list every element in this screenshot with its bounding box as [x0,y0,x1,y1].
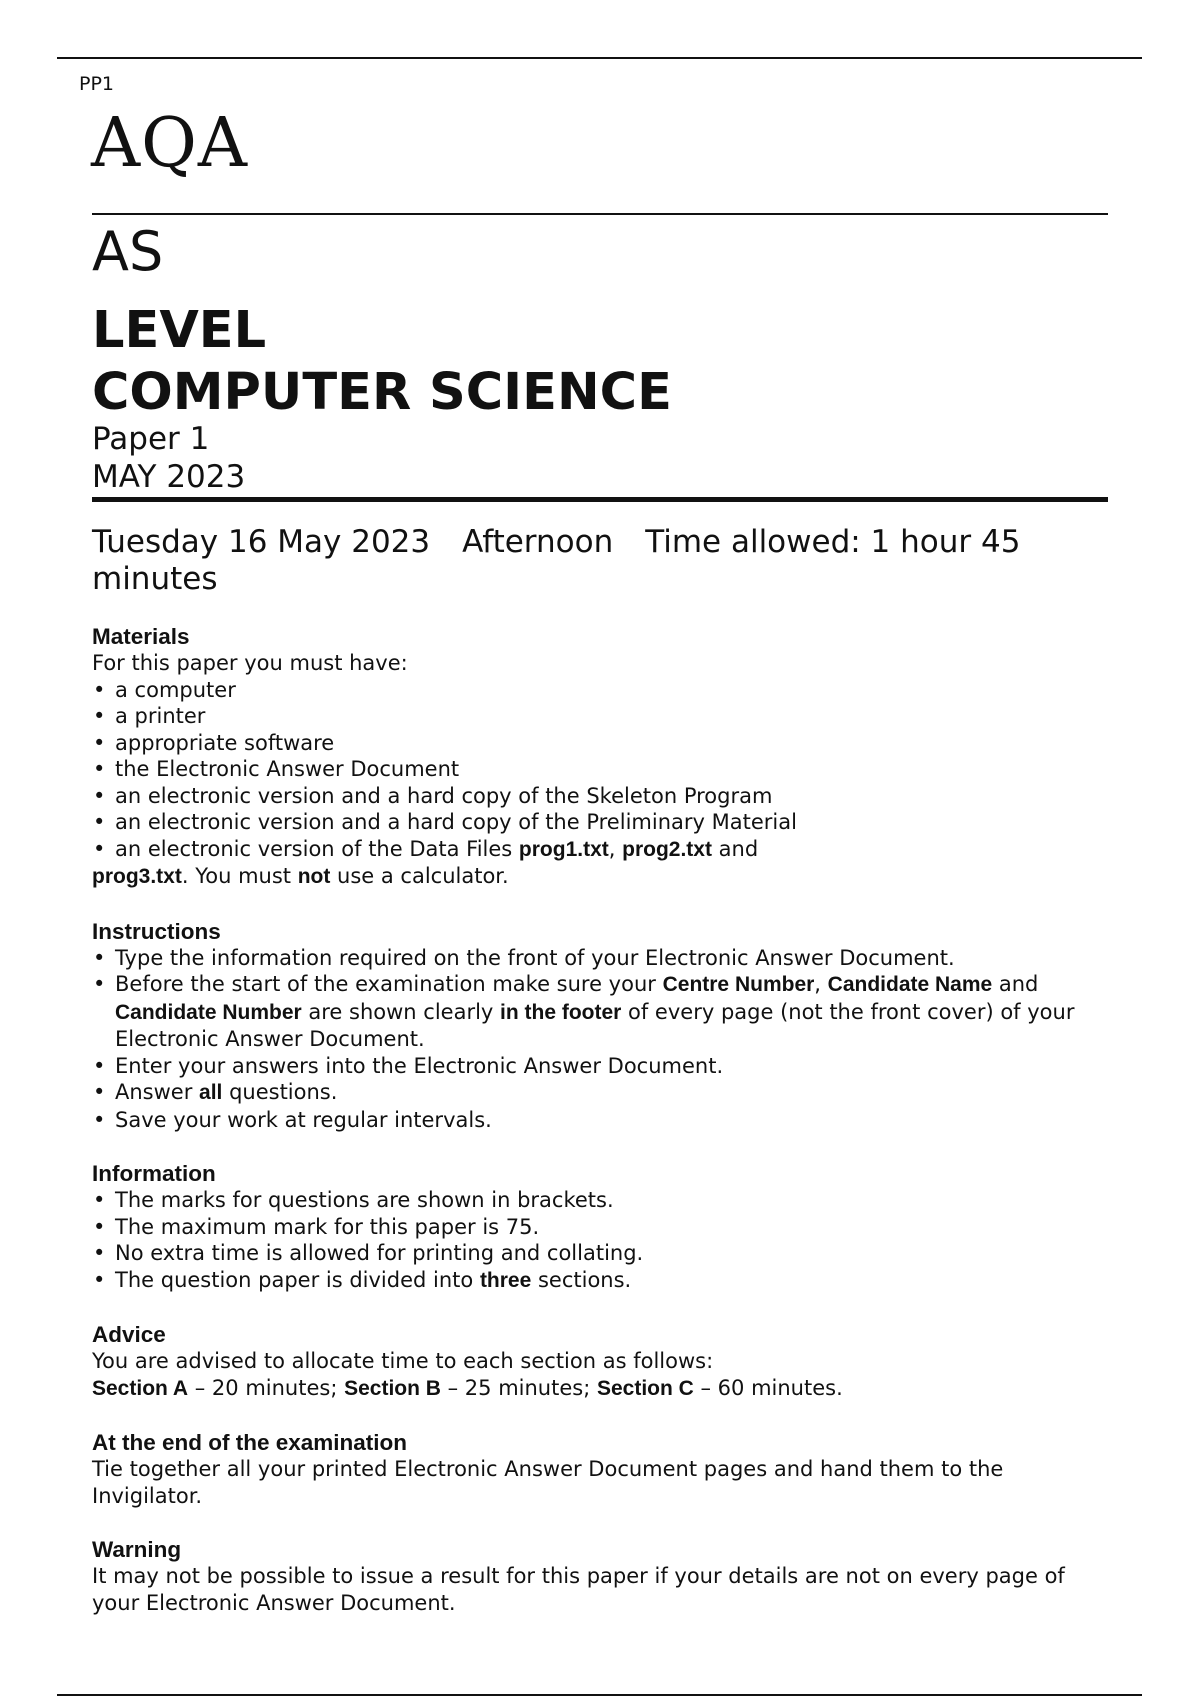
warning-heading: Warning [92,1537,182,1562]
materials-item: • an electronic version and a hard copy of the Skeleton Program [92,783,1102,810]
instructions-item: • Before the start of the examination make sure your Centre Number, Candidate Name and Candidate Number are shown clearly in the footer of every page (not the front cover) of your Electronic Answer Document. [92,971,1102,1053]
advice-timings: Section A – 20 minutes; Section B – 25 minutes; Section C – 60 minutes. [92,1375,843,1400]
paper-code: PP1 [79,73,115,95]
instructions-list [92,945,1102,1134]
materials-intro: For this paper you must have: [92,651,408,675]
advice-section [92,1321,1102,1402]
warning-text: It may not be possible to issue a result for this paper if your details are not on every page of your Electronic Answer Document. [92,1564,1065,1615]
information-item: • The maximum mark for this paper is 75. [92,1214,1102,1241]
information-item: • No extra time is allowed for printing and collating. [92,1240,1102,1267]
instructions-item: • Save your work at regular intervals. [92,1107,1102,1134]
instructions-item: • Answer all questions. [92,1079,1102,1107]
subject-title [92,300,672,424]
information-list [92,1187,1102,1294]
materials-item: • a computer [92,677,1102,704]
information-item: • The question paper is divided into three sections. [92,1267,1102,1295]
time-allowed-cont: minutes [92,561,218,597]
end-heading: At the end of the examination [92,1430,408,1455]
exam-series: MAY 2023 [92,459,246,495]
materials-item-data-files: • an electronic version of the Data Files prog1.txt, prog2.txt and [92,836,1102,864]
qualification-level: AS [92,220,164,283]
data-file-2: prog2.txt [622,837,712,861]
paper-number: Paper 1 [92,421,210,457]
instructions-body [92,623,1102,1643]
advice-heading: Advice [92,1322,166,1347]
instructions-section [92,918,1102,1134]
materials-item: • an electronic version and a hard copy of the Preliminary Material [92,809,1102,836]
data-file-1: prog1.txt [518,837,609,861]
exam-session: Afternoon [462,524,614,560]
title-line-subject: COMPUTER SCIENCE [92,363,672,422]
instructions-item: • Enter your answers into the Electronic Answer Document. [92,1053,1102,1080]
top-rule [57,57,1142,59]
materials-list [92,677,1102,864]
exam-date: Tuesday 16 May 2023 [92,524,431,560]
header-divider [92,213,1108,215]
advice-intro: You are advised to allocate time to each section as follows: [92,1349,714,1373]
title-line-level: LEVEL [92,301,267,360]
instructions-item: • Type the information required on the front of your Electronic Answer Document. [92,945,1102,972]
information-item: • The marks for questions are shown in brackets. [92,1187,1102,1214]
instructions-heading: Instructions [92,918,221,944]
materials-item: • appropriate software [92,730,1102,757]
paper-details [92,420,245,496]
title-divider [92,497,1108,502]
end-text: Tie together all your printed Electronic Answer Document pages and hand them to the Invigilator. [92,1457,1004,1508]
information-heading: Information [92,1161,216,1186]
information-section [92,1160,1102,1294]
board-logo: AQA [91,104,248,183]
materials-item: • a printer [92,703,1102,730]
exam-date-time [92,524,1092,598]
data-file-3: prog3.txt [92,865,182,888]
materials-section [92,623,1102,891]
end-of-exam-section [92,1429,1102,1509]
time-allowed: Time allowed: 1 hour 45 [645,524,1021,560]
materials-heading: Materials [92,624,190,649]
materials-continuation: prog3.txt. You must not use a calculator. [92,864,509,888]
materials-item: • the Electronic Answer Document [92,756,1102,783]
warning-section [92,1536,1102,1616]
bottom-rule [57,1694,1142,1696]
